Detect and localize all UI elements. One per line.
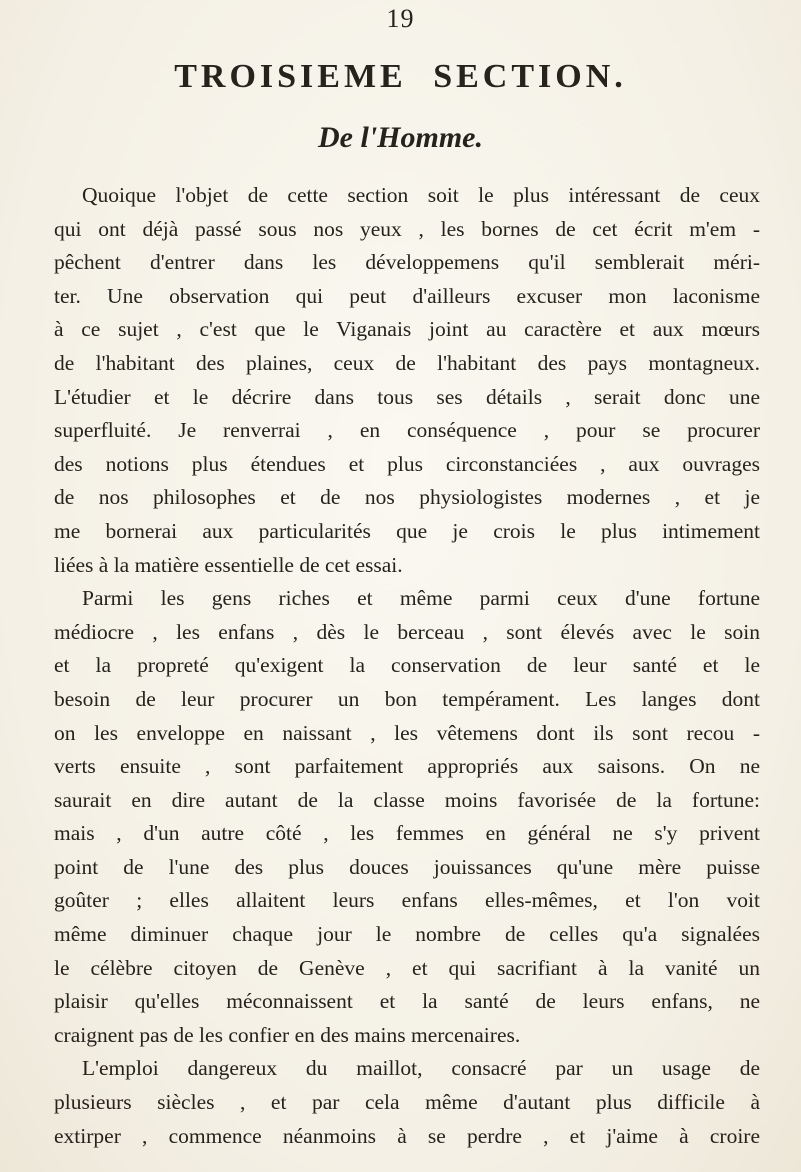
text-line: L'étudier et le décrire dans tous ses détails , serait donc une (54, 384, 760, 409)
text-line: le célèbre citoyen de Genève , et qui sacrifiant à la vanité un (54, 955, 760, 980)
text-line: de l'habitant des plaines, ceux de l'habitant des pays montagneux. (54, 350, 760, 375)
text-line: on les enveloppe en naissant , les vêtemens dont ils sont recou - (54, 720, 760, 745)
text-line: médiocre , les enfans , dès le berceau , sont élevés avec le soin (54, 619, 760, 644)
text-line: verts ensuite , sont parfaitement appropriés aux saisons. On ne (54, 754, 760, 779)
body-text (54, 179, 760, 1153)
text-line: et la propreté qu'exigent la conservation de leur santé et le (54, 653, 760, 678)
text-line: mais , d'un autre côté , les femmes en général ne s'y privent (54, 821, 760, 846)
text-line: de nos philosophes et de nos physiologistes modernes , et je (54, 485, 760, 510)
text-line: plusieurs siècles , et par cela même d'autant plus difficile à (54, 1090, 760, 1115)
section-subtitle: De l'Homme. (318, 121, 483, 154)
section-title: TROISIEME SECTION. (174, 58, 627, 95)
text-line: à ce sujet , c'est que le Viganais joint au caractère et aux mœurs (54, 317, 760, 342)
text-line: ter. Une observation qui peut d'ailleurs excuser mon laconisme (54, 283, 760, 308)
text-line: besoin de leur procurer un bon tempérament. Les langes dont (54, 686, 760, 711)
text-line: Quoique l'objet de cette section soit le plus intéressant de ceux (82, 183, 760, 207)
text-line: même diminuer chaque jour le nombre de celles qu'a signalées (54, 922, 760, 947)
text-line: goûter ; elles allaitent leurs enfans elles-mêmes, et l'on voit (54, 888, 760, 913)
text-line: L'emploi dangereux du maillot, consacré par un usage de (82, 1056, 760, 1081)
text-line: qui ont déjà passé sous nos yeux , les bornes de cet écrit m'em - (54, 216, 760, 241)
text-line: des notions plus étendues et plus circonstanciées , aux ouvrages (54, 451, 760, 476)
text-line: craignent pas de les confier en des mains mercenaires. (54, 1022, 521, 1047)
text-line: point de l'une des plus douces jouissances qu'une mère puisse (54, 854, 760, 879)
page-number: 19 (386, 4, 415, 33)
text-line: saurait en dire autant de la classe moins favorisée de la fortune: (54, 787, 760, 812)
text-line: pêchent d'entrer dans les développemens qu'il semblerait méri- (54, 250, 760, 275)
text-line: plaisir qu'elles méconnaissent et la santé de leurs enfans, ne (54, 989, 760, 1014)
text-line: me bornerai aux particularités que je crois le plus intimement (54, 518, 760, 543)
text-line: liées à la matière essentielle de cet essai. (54, 552, 403, 577)
text-line: extirper , commence néanmoins à se perdre , et j'aime à croire (54, 1123, 760, 1148)
text-line: superfluité. Je renverrai , en conséquence , pour se procurer (54, 418, 760, 443)
text-line: Parmi les gens riches et même parmi ceux d'une fortune (82, 586, 760, 611)
